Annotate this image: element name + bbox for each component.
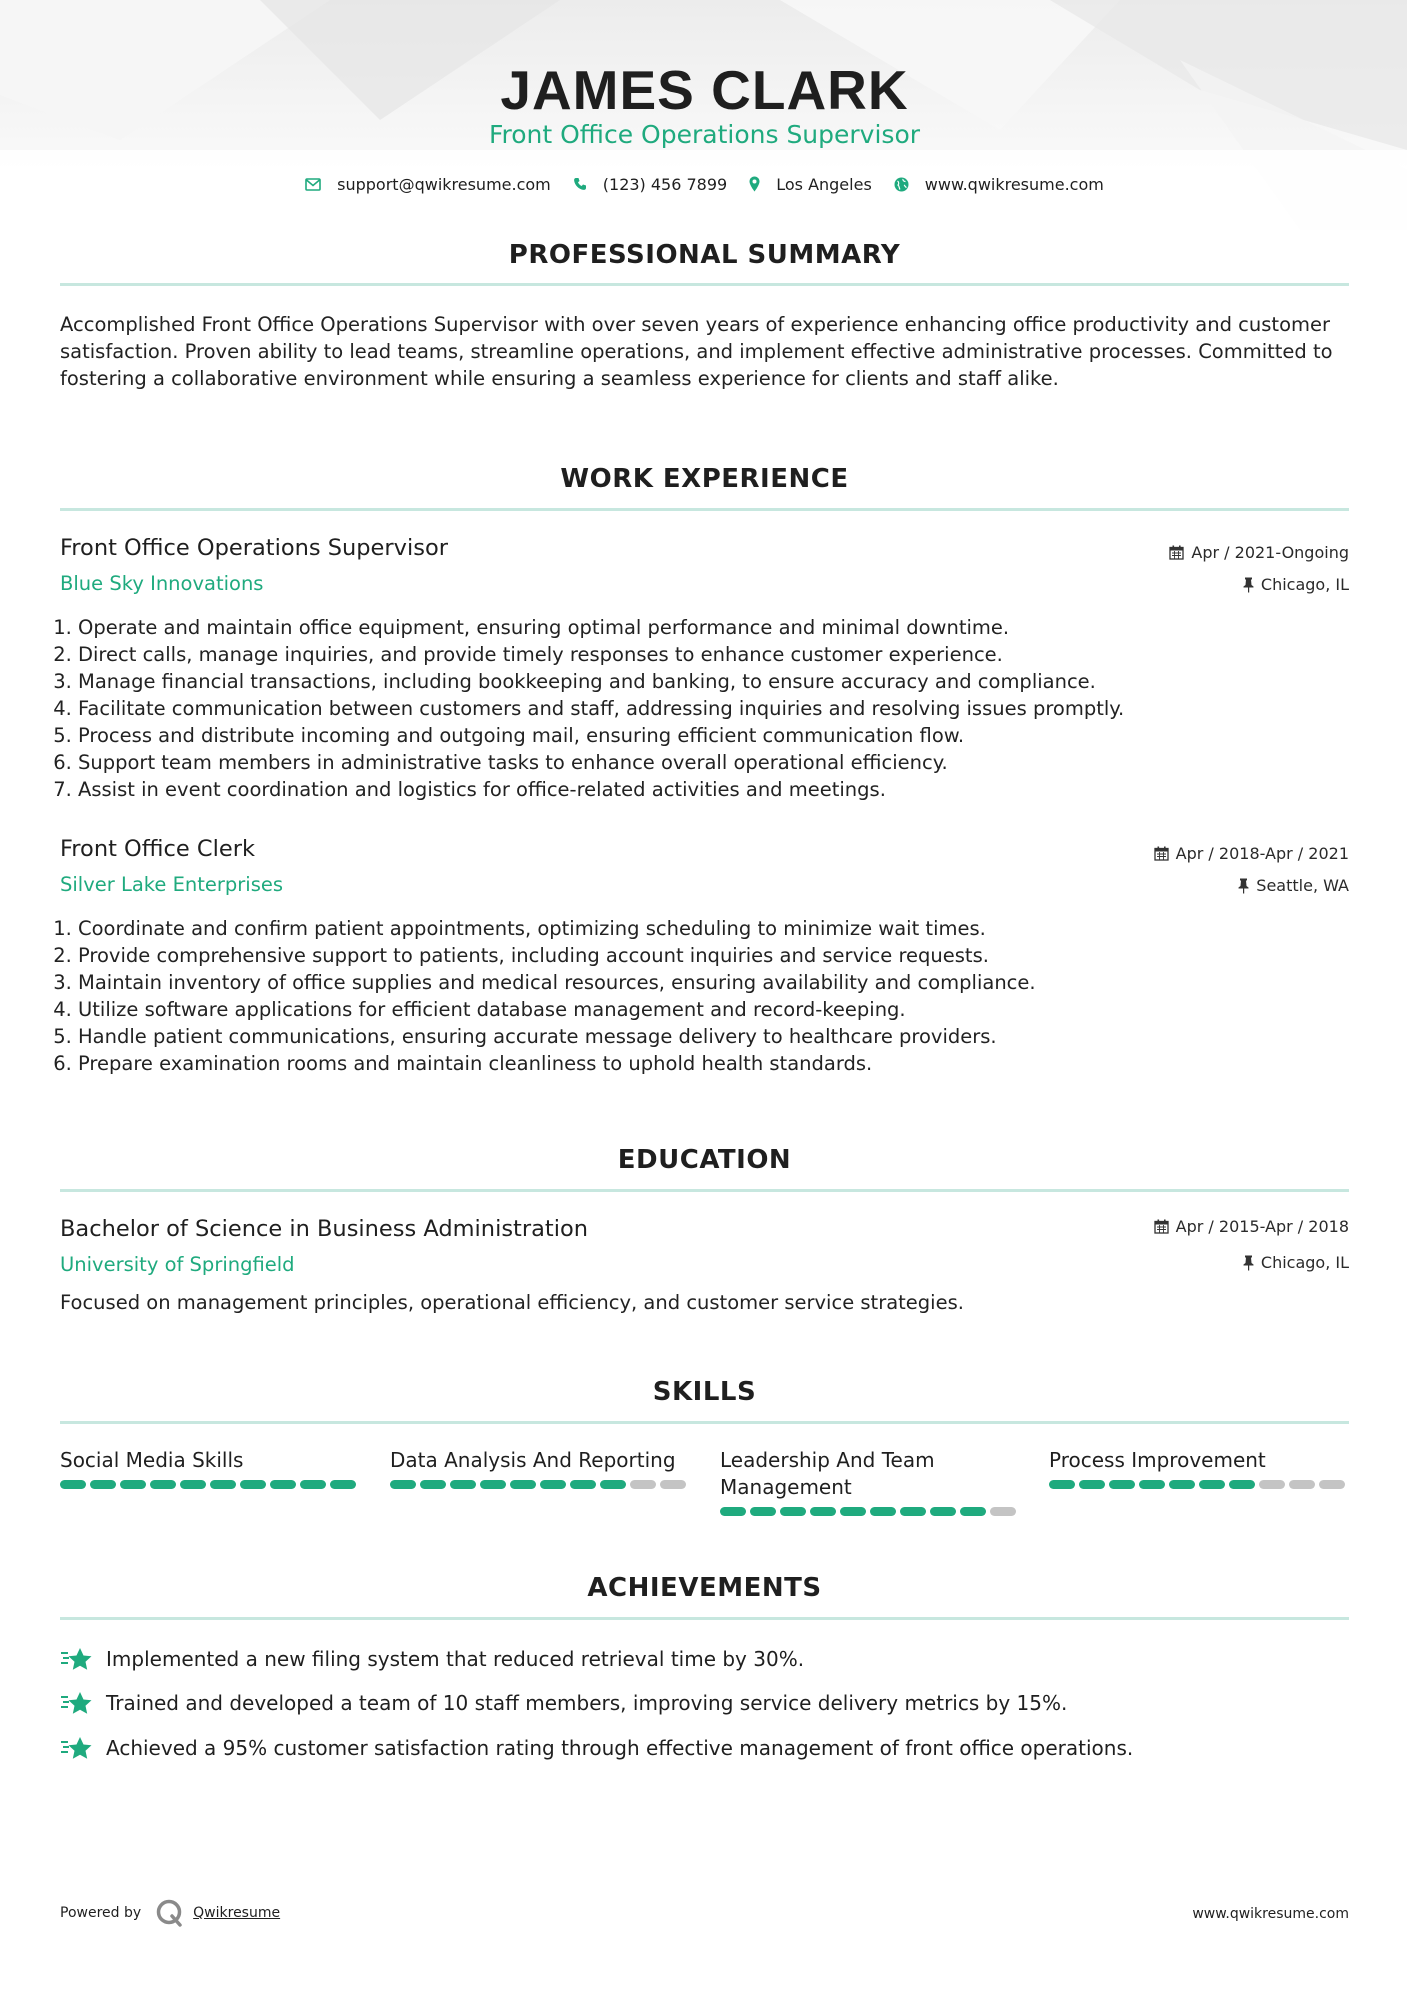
phone-icon: [573, 177, 587, 191]
skill-segment-filled: [450, 1480, 476, 1489]
job-location-text: Seattle, WA: [1256, 876, 1349, 895]
skill-segment-filled: [240, 1480, 266, 1489]
candidate-title: Front Office Operations Supervisor: [488, 120, 921, 149]
skill-segment-filled: [330, 1480, 356, 1489]
skill-name: Data Analysis And Reporting: [390, 1448, 676, 1472]
skill-segment-filled: [960, 1507, 986, 1516]
pushpin-icon: [1243, 577, 1254, 593]
achievement-item: [60, 1646, 1349, 1672]
skill-level-bar: [1049, 1480, 1349, 1489]
skill-segment-filled: [1229, 1480, 1255, 1489]
skill-level-bar: [720, 1507, 1020, 1516]
list-item: 2. Direct calls, manage inquiries, and provide timely responses to enhance customer experience.: [78, 641, 1349, 668]
job-location: [1238, 876, 1349, 895]
experience-divider: [60, 508, 1349, 511]
list-item: 6. Support team members in administrative tasks to enhance overall operational efficiency.: [78, 749, 1349, 776]
list-item: 3. Maintain inventory of office supplies and medical resources, ensuring availability and compliance.: [78, 969, 1349, 996]
star-icon: [60, 1735, 94, 1761]
skill-segment-filled: [810, 1507, 836, 1516]
job-title: Front Office Clerk: [60, 836, 255, 862]
contact-email[interactable]: [305, 175, 551, 194]
education-heading: EDUCATION: [617, 1145, 792, 1175]
calendar-icon: [1154, 846, 1169, 861]
skill-level-bar: [390, 1480, 690, 1489]
job-responsibilities: [60, 614, 1349, 803]
skill-segment-filled: [900, 1507, 926, 1516]
skill-segment-filled: [870, 1507, 896, 1516]
skill-segment-empty: [1259, 1480, 1285, 1489]
skill-segment-filled: [480, 1480, 506, 1489]
list-item: 5. Process and distribute incoming and outgoing mail, ensuring efficient communication flow.: [78, 722, 1349, 749]
skill-segment-filled: [180, 1480, 206, 1489]
education-description: Focused on management principles, operational efficiency, and customer service strategies.: [60, 1291, 964, 1314]
skill-item: [390, 1447, 690, 1489]
job-company: Blue Sky Innovations: [60, 572, 264, 595]
skill-segment-filled: [1109, 1480, 1135, 1489]
skill-segment-filled: [750, 1507, 776, 1516]
list-item: 6. Prepare examination rooms and maintain cleanliness to uphold health standards.: [78, 1050, 1349, 1077]
skill-segment-empty: [990, 1507, 1016, 1516]
skill-segment-filled: [300, 1480, 326, 1489]
skill-segment-empty: [630, 1480, 656, 1489]
skill-item: [720, 1447, 1020, 1516]
skill-name: Process Improvement: [1049, 1448, 1266, 1472]
pushpin-icon: [1238, 878, 1249, 894]
job-date-text: Apr / 2021-Ongoing: [1191, 543, 1349, 562]
calendar-icon: [1154, 1219, 1169, 1234]
list-item: 3. Manage financial transactions, including bookkeeping and banking, to ensure accuracy and compliance.: [78, 668, 1349, 695]
skill-segment-filled: [510, 1480, 536, 1489]
contact-bar: [60, 172, 1349, 196]
skill-name: Leadership And Team Management: [720, 1448, 935, 1499]
website-text: www.qwikresume.com: [924, 174, 1104, 194]
contact-phone[interactable]: [573, 175, 727, 194]
job-date: [1169, 543, 1349, 562]
achievement-item: [60, 1690, 1349, 1716]
qwikresume-logo-icon: [155, 1898, 185, 1928]
footer-powered-by: [60, 1898, 280, 1928]
job-responsibilities: [60, 915, 1349, 1077]
skill-segment-filled: [1169, 1480, 1195, 1489]
achievements-heading: ACHIEVEMENTS: [587, 1573, 822, 1603]
map-pin-icon: [749, 176, 760, 192]
achievement-item: [60, 1735, 1349, 1761]
school-name: University of Springfield: [60, 1253, 295, 1276]
skill-segment-filled: [570, 1480, 596, 1489]
job-location-text: Chicago, IL: [1260, 575, 1349, 594]
skill-segment-filled: [1049, 1480, 1075, 1489]
education-date: [1154, 1217, 1349, 1236]
education-location: [1243, 1253, 1349, 1272]
skill-segment-filled: [150, 1480, 176, 1489]
list-item: 7. Assist in event coordination and logistics for office-related activities and meetings.: [78, 776, 1349, 803]
skill-segment-filled: [210, 1480, 236, 1489]
location-text: Los Angeles: [776, 174, 872, 194]
summary-heading: PROFESSIONAL SUMMARY: [508, 240, 901, 270]
qwikresume-link[interactable]: Qwikresume: [193, 1905, 281, 1921]
skills-heading: SKILLS: [652, 1377, 757, 1407]
skill-segment-filled: [540, 1480, 566, 1489]
footer-url[interactable]: www.qwikresume.com: [1192, 1906, 1349, 1922]
summary-divider: [60, 283, 1349, 286]
skill-segment-filled: [720, 1507, 746, 1516]
experience-heading: WORK EXPERIENCE: [560, 464, 849, 494]
achievement-text: Implemented a new filing system that reduced retrieval time by 30%.: [106, 1647, 805, 1671]
skill-item: [1049, 1447, 1349, 1489]
list-item: 1. Coordinate and confirm patient appointments, optimizing scheduling to minimize wait times.: [78, 915, 1349, 942]
job-location: [1243, 575, 1349, 594]
skill-segment-filled: [1079, 1480, 1105, 1489]
list-item: 4. Utilize software applications for efficient database management and record-keeping.: [78, 996, 1349, 1023]
pushpin-icon: [1243, 1255, 1254, 1271]
skill-segment-filled: [120, 1480, 146, 1489]
calendar-icon: [1169, 545, 1184, 560]
education-divider: [60, 1189, 1349, 1192]
job-company: Silver Lake Enterprises: [60, 873, 284, 896]
skill-segment-empty: [1289, 1480, 1315, 1489]
skill-level-bar: [60, 1480, 360, 1489]
star-icon: [60, 1690, 94, 1716]
list-item: 2. Provide comprehensive support to patients, including account inquiries and service requests.: [78, 942, 1349, 969]
skill-segment-filled: [1139, 1480, 1165, 1489]
skill-name: Social Media Skills: [60, 1448, 244, 1472]
list-item: 1. Operate and maintain office equipment, ensuring optimal performance and minimal downtime.: [78, 614, 1349, 641]
skill-segment-filled: [600, 1480, 626, 1489]
education-location-text: Chicago, IL: [1260, 1253, 1349, 1272]
skill-segment-filled: [420, 1480, 446, 1489]
skill-segment-filled: [780, 1507, 806, 1516]
email-text: support@qwikresume.com: [337, 174, 551, 194]
achievements-divider: [60, 1617, 1349, 1620]
skill-segment-empty: [660, 1480, 686, 1489]
skill-segment-filled: [60, 1480, 86, 1489]
envelope-icon: [305, 178, 321, 191]
list-item: 4. Facilitate communication between customers and staff, addressing inquiries and resolving issues promptly.: [78, 695, 1349, 722]
candidate-name: JAMES CLARK: [500, 59, 909, 121]
achievement-text: Trained and developed a team of 10 staff members, improving service delivery metrics by 15%.: [106, 1691, 1068, 1715]
skill-item: [60, 1447, 360, 1489]
degree-title: Bachelor of Science in Business Administration: [60, 1216, 589, 1242]
summary-text: Accomplished Front Office Operations Supervisor with over seven years of experience enhancing office productivity and customer satisfaction. Proven ability to lead teams, streamline operations, and implement effective administrative processes. Committed to fostering a collaborative environment while ensuring a seamless experience for clients and staff alike.: [60, 313, 1333, 390]
skill-segment-filled: [390, 1480, 416, 1489]
job-title: Front Office Operations Supervisor: [60, 535, 448, 561]
achievement-text: Achieved a 95% customer satisfaction rating through effective management of front office operations.: [106, 1736, 1134, 1760]
phone-text: (123) 456 7899: [602, 174, 728, 194]
powered-by-label: Powered by: [60, 1905, 142, 1921]
job-date-text: Apr / 2018-Apr / 2021: [1175, 844, 1349, 863]
globe-icon: [894, 177, 909, 192]
skill-segment-filled: [840, 1507, 866, 1516]
skills-divider: [60, 1421, 1349, 1424]
star-icon: [60, 1646, 94, 1672]
skill-segment-filled: [930, 1507, 956, 1516]
contact-location: [749, 175, 872, 194]
skill-segment-filled: [270, 1480, 296, 1489]
skill-segment-filled: [90, 1480, 116, 1489]
contact-website[interactable]: [894, 175, 1104, 194]
education-date-text: Apr / 2015-Apr / 2018: [1175, 1217, 1349, 1236]
skill-segment-empty: [1319, 1480, 1345, 1489]
skill-segment-filled: [1199, 1480, 1225, 1489]
job-date: [1154, 844, 1349, 863]
list-item: 5. Handle patient communications, ensuring accurate message delivery to healthcare providers.: [78, 1023, 1349, 1050]
